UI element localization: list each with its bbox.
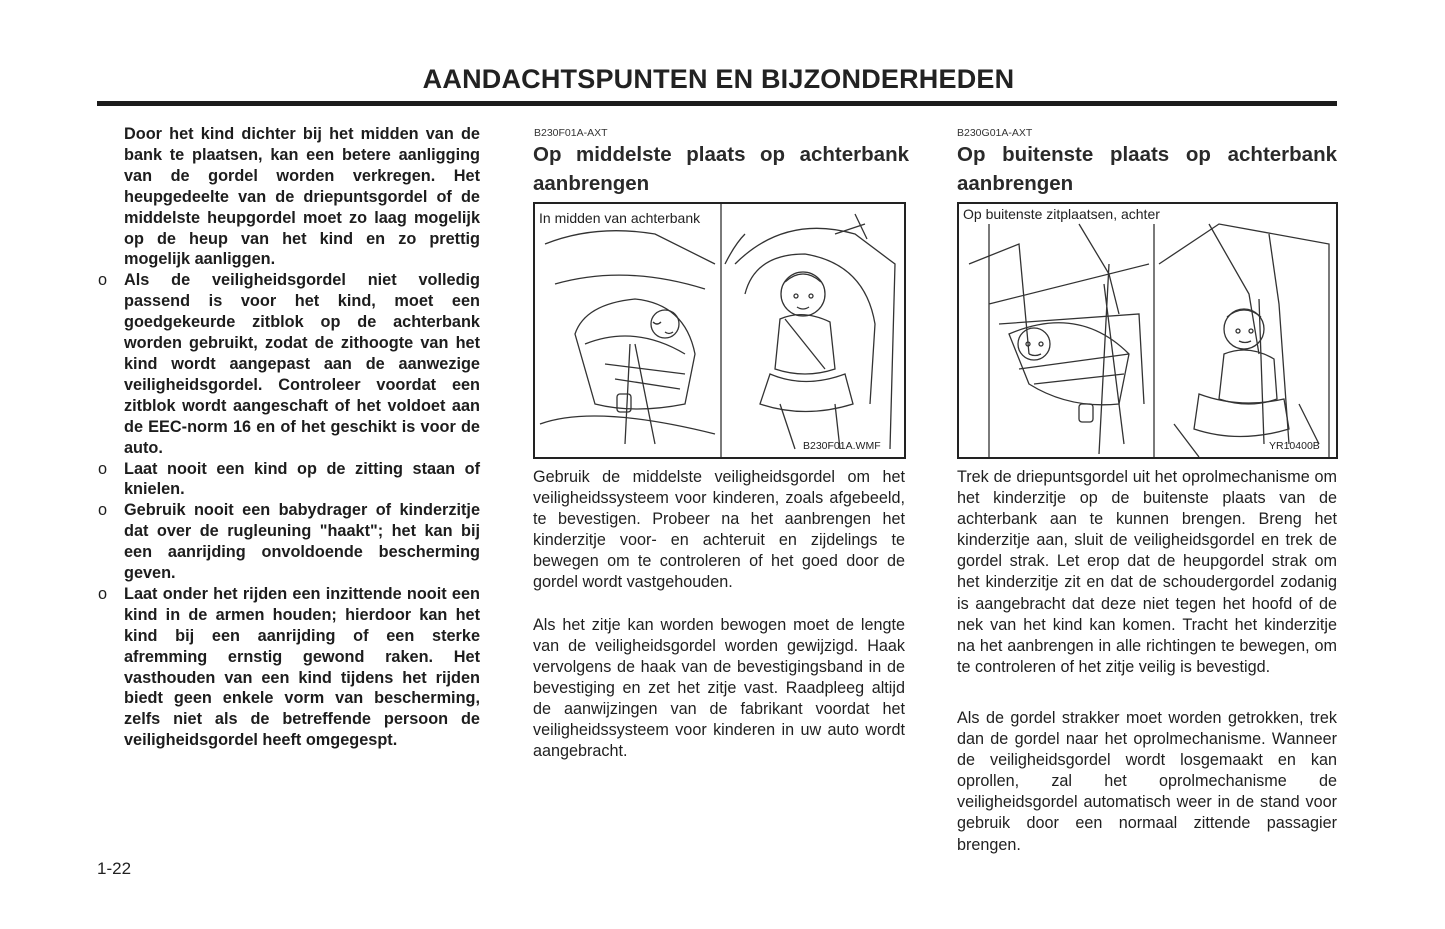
page-title: AANDACHTSPUNTEN EN BIJZONDERHEDEN: [422, 64, 1015, 94]
figure-caption: Op buitenste zitplaatsen, achter: [961, 206, 1165, 223]
figure-outer-seat: [957, 202, 1338, 459]
bullet-text: Laat onder het rijden een inzittende nooit een kind in de armen houden; hierdoor kan het kind bij een aanrijding of een sterke afremming ernstig gewond raken. Het vasthouden van een kind tijdens het rijden biedt geen enkele vorm van bescherming, zelfs niet als de betreffende persoon de veiligheidsgordel heeft omgegespt.: [124, 584, 480, 750]
bullet-text: Laat nooit een kind op de zitting staan of knielen.: [124, 459, 480, 499]
section-code-right: B230G01A-AXT: [957, 127, 1033, 139]
child-seat-illustration-outer: [959, 204, 1336, 457]
section-code-middle: B230F01A-AXT: [534, 127, 608, 139]
bullet-marker: o: [98, 459, 108, 478]
bullet-marker: o: [98, 271, 108, 290]
body-paragraph: Als het zitje kan worden bewogen moet de lengte van de veiligheidsgordel worden gewijzigd. Haak vervolgens de haak van de bevestigingsband in de bevestiging en zet het zitje vast. Raadpleeg altijd de aanwijzingen van de fabrikant voordat het veiligheidssysteem voor kinderen in uw auto wordt aangebracht.: [533, 615, 905, 761]
middle-body: [533, 467, 905, 762]
bullet-text: Gebruik nooit een babydrager of kinderzitje dat over de rugleuning "haakt"; het kan bij een aanrijding onvoldoende bescherming geven.: [124, 501, 480, 583]
page-number: 1-22: [97, 859, 132, 878]
figure-middle-seat: [533, 202, 906, 459]
child-seat-illustration-middle: [535, 204, 904, 457]
left-column: [98, 124, 480, 751]
title-rule: [97, 101, 1337, 106]
list-item: [98, 459, 480, 501]
list-item: [98, 584, 480, 751]
bullet-marker: o: [98, 501, 108, 520]
body-paragraph: Als de gordel strakker moet worden getrokken, trek dan de gordel naar het oprolmechanisme. Wanneer de veiligheidsgordel wordt losgemaakt en kan oprollen, zal het oprolmechanisme de veiligheidsgordel automatisch weer in de stand voor gebruik door een normaal zittende passagier brengen.: [957, 708, 1337, 854]
right-body: [957, 467, 1337, 856]
figure-code: YR10400B: [1269, 440, 1320, 452]
section-heading-right: Op buitenste plaats op achterbank aanbrengen: [957, 143, 1337, 195]
bullet-text: Als de veiligheidsgordel niet volledig passend is voor het kind, moet een goedgekeurde zitblok op de achterbank worden gebruikt, zodat de zithoogte van het kind wordt aangepast aan de aanwezige veiligheidsgordel. Controleer voordat een zitblok wordt aangeschaft of het voldoet aan de EEC-norm 16 en of het geschikt is voor de auto.: [124, 271, 480, 457]
intro-paragraph: Door het kind dichter bij het midden van de bank te plaatsen, kan een betere aanligging van de gordel worden verkregen. Het heupgedeelte van de driepuntsgordel of de middelste heupgordel moet zo laag mogelijk op de heup van het kind en zo prettig mogelijk aanliggen.: [124, 125, 480, 269]
body-paragraph: Trek de driepuntsgordel uit het oprolmechanisme om het kinderzitje op de buitenste plaats van de achterbank aan te kunnen brengen. Breng het kinderzitje aan, sluit de veiligheidsgordel en trek de gordel strak. Let erop dat de heupgordel strak om het kinderzitje zit en dat de schoudergordel zodanig is aangebracht dat deze niet tegen het hoofd of de nek van het kind kan komen. Tracht het kinderzitje na het aanbrengen in alle richtingen te bewegen, om te controleren of het zitje veilig is bevestigd.: [957, 468, 1337, 676]
list-item: [98, 500, 480, 584]
figure-caption: In midden van achterbank: [539, 210, 701, 226]
bullet-list: [98, 270, 480, 751]
list-item: [98, 270, 480, 458]
bullet-marker: o: [98, 584, 108, 603]
figure-code: B230F01A.WMF: [803, 440, 881, 452]
body-paragraph: Gebruik de middelste veiligheidsgordel om het veiligheidssysteem voor kinderen, zoals afgebeeld, te bevestigen. Probeer na het aanbrengen het kinderzitje voor- en achteruit en zijdelings te bewegen om te controleren of het goed door de gordel wordt vastgehouden.: [533, 468, 905, 592]
section-heading-middle: Op middelste plaats op achterbank aanbrengen: [533, 143, 909, 195]
